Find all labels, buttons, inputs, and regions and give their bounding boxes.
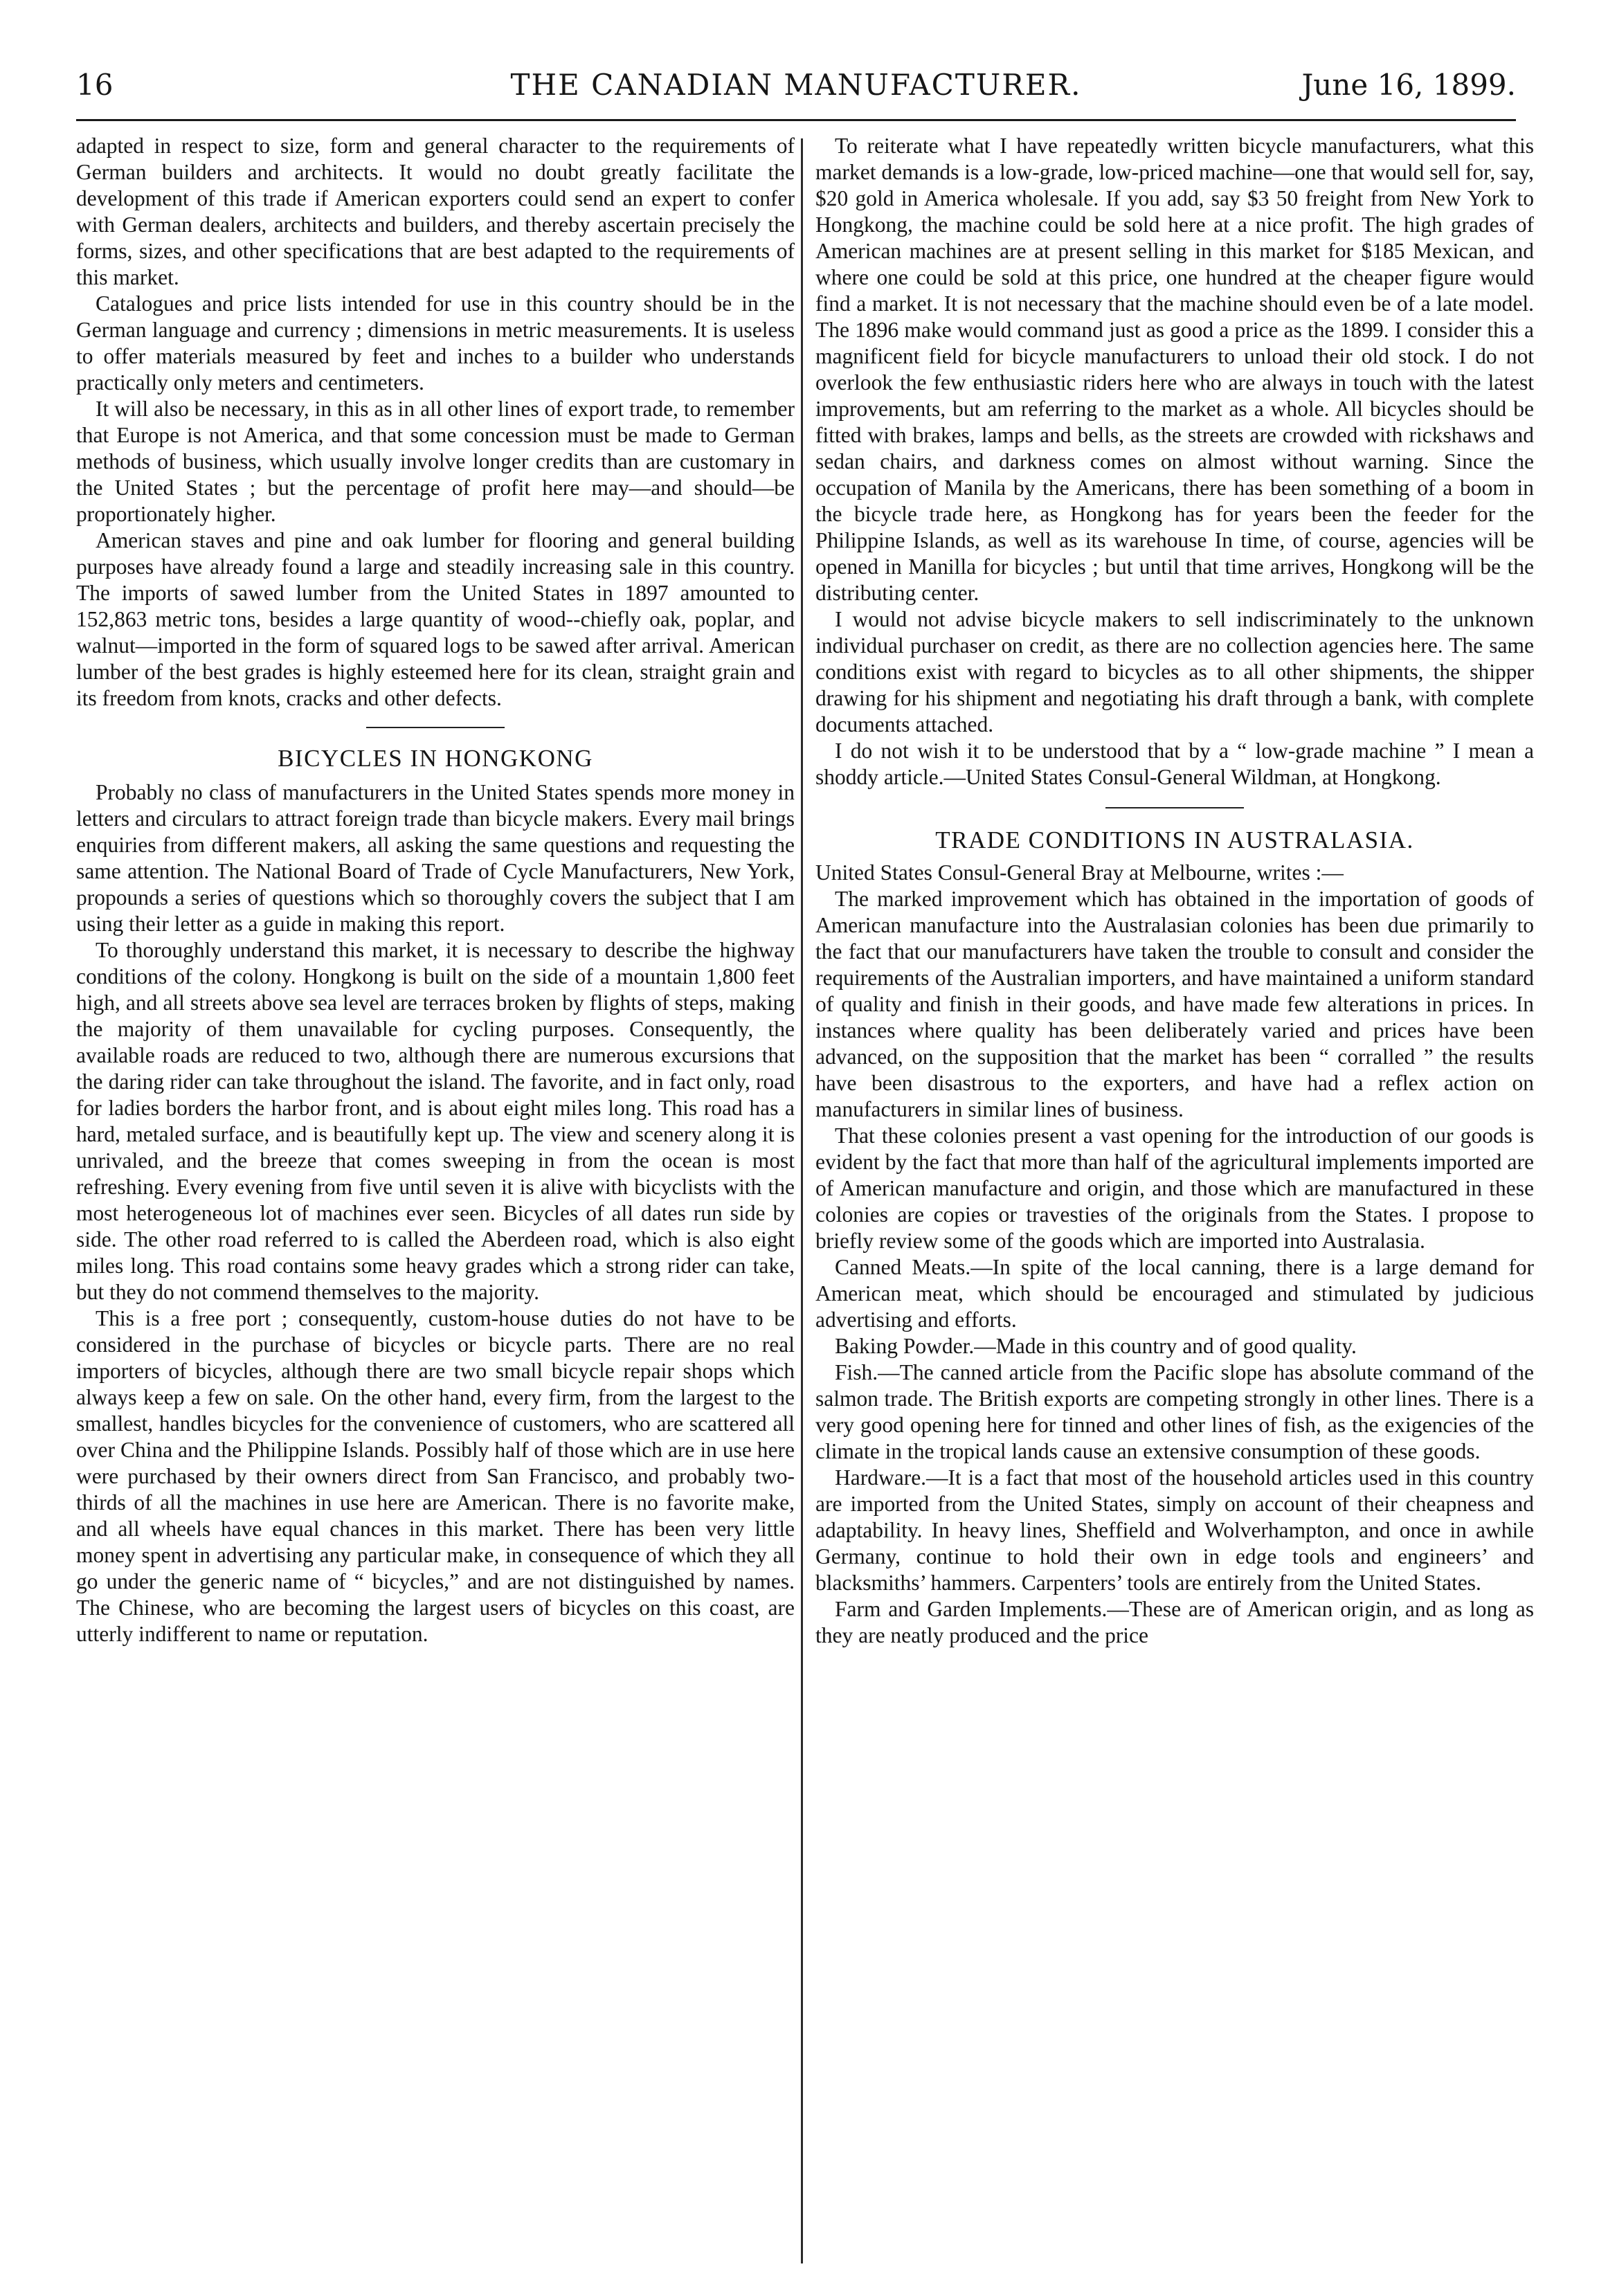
section-heading: TRADE CONDITIONS IN AUSTRALASIA.: [935, 826, 1414, 853]
paragraph: It will also be necessary, in this as in all other lines of export trade, to remember that Europe is not America, and that some concession must be made to German methods of business, which usually involve longer credits than are customary in the United States ; but the percentage of profit here may—and should—be proportionately higher.: [76, 397, 795, 526]
column-divider: [801, 138, 803, 2263]
paragraph: Hardware.—It is a fact that most of the household articles used in this country are imported from the United States, simply on account of their cheapness and adaptability. In heavy lines, Sheffield and Wolverhampton, and once in awhile Germany, continue to hold their own in edge tools and engineers’ and blacksmiths’ hammers. Carpenters’ tools are entirely from the United States.: [815, 1465, 1534, 1595]
paragraph: To reiterate what I have repeatedly written bicycle manufacturers, what this market demands is a low-grade, low-priced machine—one that would sell for, say, $20 gold in America wholesale. If you add, say $3 50 freight from New York to Hongkong, the machine could be sold here at a nice profit. The high grades of American machines are at present selling in this market for $185 Mexican, and where one could be sold at this price, one hundred at the cheaper figure would find a market. It is not necessary that the machine should even be of a late model. The 1896 make would command just as good a price as the 1899. I consider this a magnificent field for bicycle manufacturers to unload their old stock. I do not overlook the few enthusiastic riders here who are always in touch with the latest improvements, but am referring to the market as a whole. All bicycles should be fitted with brakes, lamps and bells, as the streets are crowded with rickshaws and sedan chairs, and darkness comes on almost without warning. Since the occupation of Manila by the Americans, there has been something of a boom in the bicycle trade here, as Hongkong has for years been the feeder for the Philippine Islands, as well as its warehouse In time, of course, agencies will be opened in Manilla for bicycles ; but until that time arrives, Hongkong will be the distributing center.: [815, 134, 1534, 605]
page-number: 16: [76, 68, 114, 102]
paragraph: Canned Meats.—In spite of the local canning, there is a large demand for American meat, which should be encouraged and stimulated by judicious advertising and efforts.: [815, 1255, 1534, 1332]
paragraph: Catalogues and price lists intended for use in this country should be in the German language and currency ; dimensions in metric measurements. It is useless to offer materials measured by feet and inches to a builder who understands practically only meters and centimeters.: [76, 291, 795, 395]
paragraph: Fish.—The canned article from the Pacific slope has absolute command of the salmon trade. The British exports are competing strongly in other lines. There is a very good opening here for tinned and other lines of fish, as the exigencies of the climate in the tropical lands cause an extensive consumption of these goods.: [815, 1360, 1534, 1463]
paragraph: That these colonies present a vast opening for the introduction of our goods is evident by the fact that more than half of the agricultural implements imported are of American manufacture and origin, and those which are manufactured in these colonies are copies or travesties of the originals from the States. I propose to briefly review some of the goods which are imported into Australasia.: [815, 1123, 1534, 1253]
paragraph: Farm and Garden Implements.—These are of American origin, and as long as they are neatly produced and the price: [815, 1597, 1534, 1647]
section-heading: BICYCLES IN HONGKONG: [278, 745, 593, 772]
paragraph: To thoroughly understand this market, it is necessary to describe the highway conditions of the colony. Hongkong is built on the side of a mountain 1,800 feet high, and all streets above sea level are terraces broken by flights of steps, making the majority of them unavailable for cycling purposes. Consequently, the available roads are reduced to two, although there are numerous excursions that the daring rider can take throughout the island. The favorite, and in fact only, road for ladies borders the harbor front, and is about eight miles long. This road has a hard, metaled surface, and is beautifully kept up. The view and scenery along it is unrivaled, and the breeze that comes sweeping in from the ocean is most refreshing. Every evening from five until seven it is alive with bicyclists with the most heterogeneous lot of machines ever seen. Bicycles of all dates run side by side. The other road referred to is called the Aberdeen road, which is also eight miles long. This road contains some heavy grades which a strong rider can take, but they do not commend themselves to the majority.: [76, 938, 795, 1304]
publication-title: THE CANADIAN MANUFACTURER.: [510, 68, 1082, 102]
header-rule: [76, 119, 1516, 121]
right-column: [815, 133, 1534, 2279]
left-column: [76, 133, 795, 2279]
paragraph: This is a free port ; consequently, custom-house duties do not have to be considered in the purchase of bicycles or bicycle parts. There are no real importers of bicycles, although there are two small bicycle repair shops which always keep a few on sale. On the other hand, every firm, from the largest to the smallest, handles bicycles for the convenience of customers, who are scattered all over China and the Philippine Islands. Possibly half of those which are in use here were purchased by their owners direct from San Francisco, and probably two-thirds of all the machines in use here are American. There is no favorite make, and all wheels have equal chances in this market. There has been very little money spent in advertising any particular make, in consequence of which they all go under the generic name of “ bicycles,” and are not distinguished by names. The Chinese, who are becoming the largest users of bicycles on this coast, are utterly indifferent to name or reputation.: [76, 1306, 795, 1646]
page-header: [76, 68, 1516, 109]
paragraph: Probably no class of manufacturers in the United States spends more money in letters and circulars to attract foreign trade than bicycle makers. Every mail brings enquiries from different makers, all asking the same questions and requesting the same attention. The National Board of Trade of Cycle Manufacturers, New York, propounds a series of questions which so thoroughly covers the subject that I am using their letter as a guide in making this report.: [76, 780, 795, 936]
paragraph: The marked improvement which has obtained in the importation of goods of American manufacture into the Australasian colonies has been due primarily to the fact that our manufacturers have taken the trouble to consult and consider the requirements of the Australian importers, and have maintained a uniform standard of quality and finish in their goods, and have made few alterations in prices. In instances where quality has been deliberately varied and prices have been advanced, on the supposition that the market has been “ corralled ” the results have been disastrous to the exporters, and have had a reflex action on manufacturers in similar lines of business.: [815, 887, 1534, 1121]
paragraph: I would not advise bicycle makers to sell indiscriminately to the unknown individual purchaser on credit, as there are no collection agencies here. The same conditions exist with regard to bicycles as to all other shipments, the shipper drawing for his shipment and negotiating his draft through a bank, with complete documents attached.: [815, 607, 1534, 736]
intro-line: United States Consul-General Bray at Melbourne, writes :—: [815, 860, 1344, 885]
paragraph: I do not wish it to be understood that by a “ low-grade machine ” I mean a shoddy article.—United States Consul-General Wildman, at Hongkong.: [815, 739, 1534, 789]
paragraph: adapted in respect to size, form and general character to the requirements of German builders and architects. It would no doubt greatly facilitate the development of this trade if American exporters could send an expert to confer with German dealers, architects and builders, and thereby ascertain precisely the forms, sizes, and other specifications that are best adapted to the requirements of this market.: [76, 134, 795, 289]
paragraph: American staves and pine and oak lumber for flooring and general building purposes have already found a large and steadily increasing sale in this country. The imports of sawed lumber from the United States in 1897 amounted to 152,863 metric tons, besides a large quantity of wood--chiefly oak, poplar, and walnut—imported in the form of squared logs to be sawed after arrival. American lumber of the best grades is highly esteemed here for its clean, straight grain and its freedom from knots, cracks and other defects.: [76, 528, 795, 710]
paragraph: Baking Powder.—Made in this country and of good quality.: [835, 1334, 1357, 1358]
issue-date: June 16, 1899.: [1301, 68, 1516, 102]
